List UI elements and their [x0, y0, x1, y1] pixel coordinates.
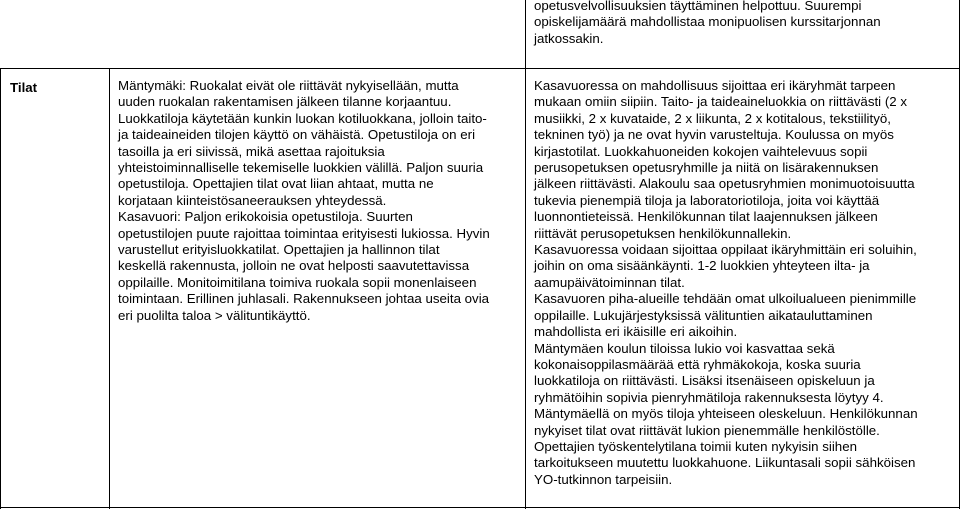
text-line: opetusvelvollisuuksien täyttäminen helpottuu. Suurempi	[534, 0, 862, 13]
top-row-text	[534, 0, 881, 47]
text-line: varustellut erityisluokkatilat. Opettajien ja hallinnon tilat	[118, 242, 440, 258]
text-line: Mäntymäellä on myös tiloja yhteiseen oleskeluun. Henkilökunnan	[534, 406, 918, 422]
text-line: jatkossakin.	[534, 30, 604, 46]
border-left	[0, 68, 1, 509]
divider-mid-col	[525, 0, 526, 509]
text-line: yhteistoiminnalliselle tekemiselle luokkien välillä. Paljon suuria	[118, 160, 484, 176]
text-line: keskellä rakennusta, jolloin ne ovat helposti saavutettavissa	[118, 258, 470, 274]
text-line: Luokkatiloja käytetään kunkin luokan kotiluokkana, jolloin taito-	[118, 110, 487, 126]
text-line: korjataan kiinteistösaneerauksen yhteydessä.	[118, 192, 387, 208]
text-line: Kasavuoren piha-alueille tehdään omat ulkoilualueen pienimmille	[534, 291, 917, 307]
text-line: Kasavuoressa voidaan sijoittaa oppilaat ikäryhmittäin eri soluihin,	[534, 242, 917, 258]
text-line: mukaan omiin siipiin. Taito- ja taideaineluokkia on riittävästi (2 x	[534, 94, 907, 110]
text-line: ryhmätöihin sopivia pienryhmätiloja rakennuksesta löytyy 4.	[534, 389, 884, 405]
text-line: ja taideaineiden tilojen käyttö on vähäistä. Opetustiloja on eri	[118, 127, 476, 143]
text-line: opetustiloja. Opettajien tilat ovat liian ahtaat, mutta ne	[118, 176, 434, 192]
text-line: Mäntymäki: Ruokalat eivät ole riittävät nykyisellään, mutta	[118, 78, 459, 93]
text-line: tasoilla ja eri siivissä, mikä asettaa rajoituksia	[118, 143, 385, 159]
divider-label-col	[109, 68, 110, 509]
row-separator	[0, 68, 960, 69]
text-line: nykyiset tilat ovat riittävät lukion pienemmälle henkilöstölle.	[534, 422, 880, 438]
text-line: oppilaille. Monitoimitilana toimiva ruokala sopii monenlaiseen	[118, 274, 477, 290]
text-line: YO-tutkinnon tarpeisiin.	[534, 471, 673, 487]
text-line: perusopetuksen opetusryhmille ja niitä on lisärakennuksen	[534, 160, 879, 176]
text-line: tekninen työ) ja ne ovat hyvin varusteltuja. Koulussa on myös	[534, 127, 894, 143]
text-line: kirjastotilat. Luokkahuoneiden kokojen vaihtelevuus sopii	[534, 143, 868, 159]
text-line: uuden ruokalan rakentamisen jälkeen tilanne korjaantuu.	[118, 94, 452, 110]
tilat-future-text	[534, 78, 918, 488]
text-line: Kasavuoressa on mahdollisuus sijoittaa eri ikäryhmät tarpeen	[534, 78, 896, 93]
text-line: tukevia pienempiä tiloja ja laboratoriotiloja, joita voi käyttää	[534, 192, 880, 208]
text-line: opiskelijamäärä mahdollistaa monipuolisen kurssitarjonnan	[534, 14, 881, 30]
text-line: luonnontieteissä. Henkilökunnan tilat laajennuksen jälkeen	[534, 209, 878, 225]
text-line: opetustilojen puute rajoittaa toimintaa erityisesti lukiossa. Hyvin	[118, 225, 490, 241]
text-line: musiikki, 2 x kuvataide, 2 x liikunta, 2 x kotitalous, tekstiilityö,	[534, 110, 891, 126]
text-line: eri puolilta taloa > välituntikäyttö.	[118, 307, 311, 323]
text-line: riittävät perusopetuksen henkilökunnallekin.	[534, 225, 792, 241]
text-line: luokkatiloja on riittävästi. Lisäksi itsenäiseen opiskeluun ja	[534, 373, 875, 389]
border-bottom	[0, 507, 960, 508]
text-line: mahdollista eri ikäisille eri aikoihin.	[534, 324, 738, 340]
text-line: Kasavuori: Paljon erikokoisia opetustiloja. Suurten	[118, 209, 413, 225]
text-line: jälkeen riittävästi. Alakoulu saa opetusryhmien monimuotoisuutta	[534, 176, 915, 192]
text-line: oppilaille. Lukujärjestyksissä välituntien aikatauluttaminen	[534, 307, 873, 323]
text-line: Mäntymäen koulun tiloissa lukio voi kasvattaa sekä	[534, 340, 835, 356]
text-line: Opettajien työskentelytilana toimii kuten nykyisin siihen	[534, 438, 857, 454]
text-line: kokonaisoppilasmäärää että ryhmäkokoja, koska suuria	[534, 356, 861, 372]
text-line: joihin on oma sisäänkäynti. 1-2 luokkien yhteyteen ilta- ja	[534, 258, 870, 274]
row-label-tilat: Tilat	[10, 80, 38, 95]
text-line: tarkoitukseen muutettu luokkahuone. Liikuntasali sopii sähköisen	[534, 455, 916, 471]
tilat-current-text	[118, 78, 490, 324]
text-line: toimintaan. Erillinen juhlasali. Rakennukseen johtaa useita ovia	[118, 291, 490, 307]
text-line: aamupäivätoiminnan tilat.	[534, 274, 685, 290]
